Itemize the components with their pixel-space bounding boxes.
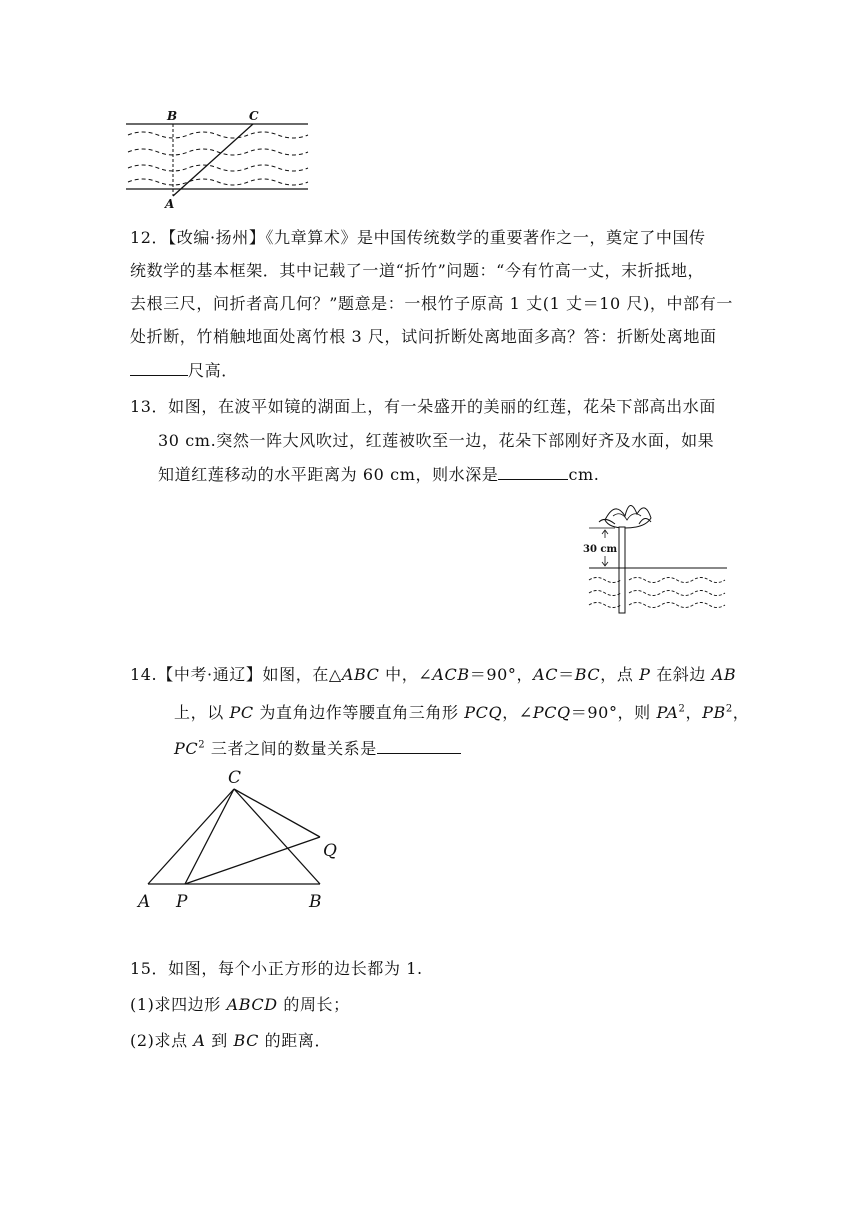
q14-var: AB <box>711 665 737 684</box>
q15-var: ABCD <box>226 995 278 1014</box>
q15-var: A <box>193 1031 206 1050</box>
q12-line-1: 12．【改编·扬州】《九章算术》是中国传统数学的重要著作之一，奠定了中国传 <box>130 228 706 247</box>
q14-var: P <box>639 665 651 684</box>
q15-text: (1)求四边形 <box>130 995 227 1014</box>
q14-line-3 <box>174 737 461 760</box>
q14-var: AC <box>533 665 559 684</box>
q12-suffix: 尺高． <box>188 361 238 380</box>
q12-line-4: 处折断，竹梢触地面处离竹根 3 尺，试问折断处离地面多高？答：折断处离地面 <box>130 327 717 346</box>
q14-text: ＝90°，则 <box>570 703 657 722</box>
q15-var: BC <box>233 1031 259 1050</box>
q14-var: PCQ <box>532 703 571 722</box>
q12-line-3: 去根三尺，问折者高几何？”题意是：一根竹子原高 1 丈(1 丈＝10 尺)，中部有一 <box>130 294 733 313</box>
q15-line-3 <box>130 1030 331 1052</box>
answer-blank[interactable] <box>130 359 188 376</box>
q14-text: ，∠ <box>502 703 533 722</box>
vertex-label-a: A <box>138 892 151 912</box>
q14-text: 为直角边作等腰直角三角形 <box>253 703 465 722</box>
q14-text: 在斜边 <box>650 665 712 684</box>
q14-text: 中，∠ <box>379 665 433 684</box>
q14-sup: 2 <box>198 739 206 751</box>
q14-var: BC <box>574 665 601 684</box>
river-figure <box>118 108 338 212</box>
q14-var: ABC <box>341 665 380 684</box>
vertex-label-c: C <box>228 768 242 788</box>
q12-line-2: 统数学的基本框架．其中记载了一道“折竹”问题：“今有竹高一丈，末折抵地， <box>130 261 705 280</box>
q14-var: PA <box>656 703 679 722</box>
q14-var: PC <box>174 739 199 758</box>
q15-text: (2)求点 <box>130 1031 194 1050</box>
q14-text: ＝ <box>558 665 575 684</box>
q14-line-2 <box>174 702 749 724</box>
q14-text: ， <box>685 703 703 722</box>
q15-line-1: 15．如图，每个小正方形的边长都为 1. <box>130 959 423 978</box>
vertex-label-b: B <box>309 892 322 912</box>
q13-line-3 <box>158 463 600 486</box>
q13-line-2: 30 cm.突然一阵大风吹过，红莲被吹至一边，花朵下部刚好齐及水面，如果 <box>158 431 715 450</box>
q14-text: 14.【中考·通辽】如图，在△ <box>130 665 342 684</box>
q14-text: ， <box>732 703 750 722</box>
river-label-b: B <box>167 109 178 123</box>
triangle-figure <box>130 765 350 915</box>
q14-text: ＝90°， <box>469 665 534 684</box>
q15-text: 的距离． <box>259 1031 332 1050</box>
q13-suffix: cm. <box>568 465 600 484</box>
q14-text: ，点 <box>600 665 640 684</box>
lotus-figure <box>575 494 735 619</box>
q14-text: 三者之间的数量关系是 <box>205 739 377 758</box>
q14-sup: 2 <box>678 703 686 715</box>
q15-text: 的周长； <box>277 995 350 1014</box>
lotus-height-label: 30 cm <box>583 544 618 555</box>
q13-line-3-text: 知道红莲移动的水平距离为 60 cm，则水深是 <box>158 465 499 484</box>
q14-line-1 <box>130 664 736 686</box>
q14-var: PB <box>702 703 726 722</box>
q14-sup: 2 <box>725 703 733 715</box>
river-label-c: C <box>249 109 259 123</box>
q15-text: 到 <box>205 1031 234 1050</box>
q14-var: PC <box>229 703 254 722</box>
q14-var: PCQ <box>464 703 503 722</box>
q13-line-1: 13．如图，在波平如镜的湖面上，有一朵盛开的美丽的红莲，花朵下部高出水面 <box>130 397 716 416</box>
answer-blank[interactable] <box>377 737 461 754</box>
q12-line-5 <box>130 359 238 382</box>
q14-text: 上，以 <box>174 703 230 722</box>
q15-line-2 <box>130 994 350 1016</box>
vertex-label-p: P <box>176 892 188 912</box>
vertex-label-q: Q <box>323 841 337 861</box>
answer-blank[interactable] <box>498 463 568 480</box>
river-label-a: A <box>165 197 175 211</box>
q14-var: ACB <box>432 665 470 684</box>
